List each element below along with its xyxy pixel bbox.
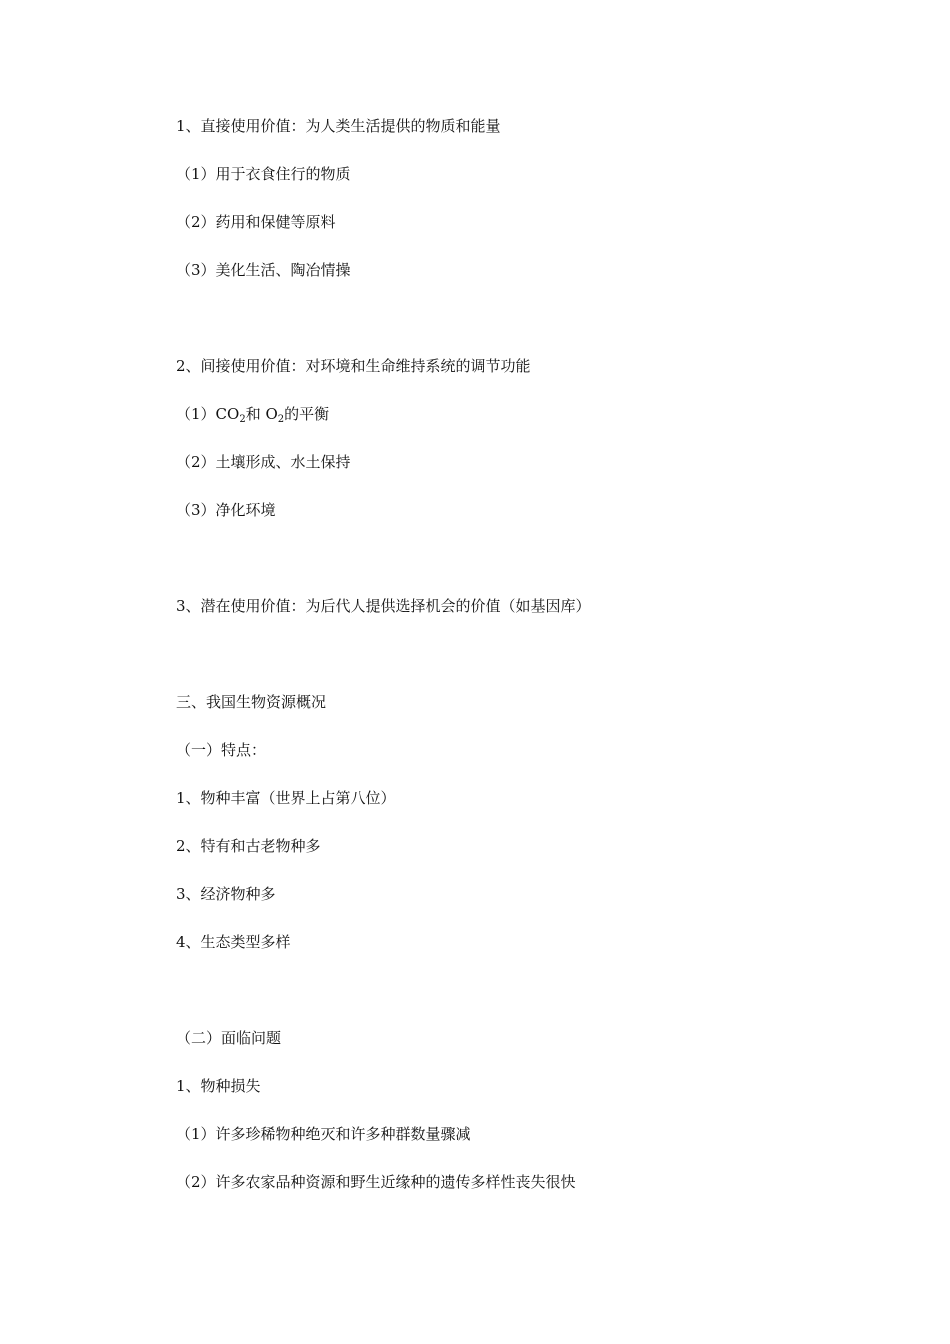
heading-potential-value: 3、潜在使用价值：为后代人提供选择机会的价值（如基因库）: [176, 597, 591, 615]
balance-middle: 和 O: [245, 405, 278, 423]
list-item: 4、生态类型多样: [176, 933, 291, 951]
heading-direct-value: 1、直接使用价值：为人类生活提供的物质和能量: [176, 117, 501, 135]
list-item: （2）药用和保健等原料: [176, 213, 336, 231]
list-item: （1）许多珍稀物种绝灭和许多种群数量骤减: [176, 1125, 471, 1143]
subsection-heading: （一）特点：: [176, 741, 267, 759]
list-item: （2）许多农家品种资源和野生近缘种的遗传多样性丧失很快: [176, 1173, 576, 1191]
list-item: （3）净化环境: [176, 501, 276, 519]
balance-prefix: （1）CO: [176, 405, 240, 423]
subscript: 2: [239, 414, 246, 425]
list-item-co2-o2-balance: [176, 404, 329, 424]
section-heading: 三、我国生物资源概况: [176, 693, 327, 711]
list-item: 1、物种丰富（世界上占第八位）: [176, 789, 396, 807]
subscript: 2: [277, 414, 285, 425]
heading-indirect-value: 2、间接使用价值：对环境和生命维持系统的调节功能: [176, 357, 531, 375]
list-item: 2、特有和古老物种多: [176, 837, 321, 855]
list-item: 3、经济物种多: [176, 885, 276, 903]
list-item: （2）土壤形成、水土保持: [176, 453, 351, 471]
list-item: （1）用于衣食住行的物质: [176, 165, 351, 183]
list-item: 1、物种损失: [176, 1077, 261, 1095]
subsection-heading: （二）面临问题: [176, 1029, 282, 1047]
list-item: （3）美化生活、陶冶情操: [176, 261, 351, 279]
balance-suffix: 的平衡: [284, 405, 330, 423]
